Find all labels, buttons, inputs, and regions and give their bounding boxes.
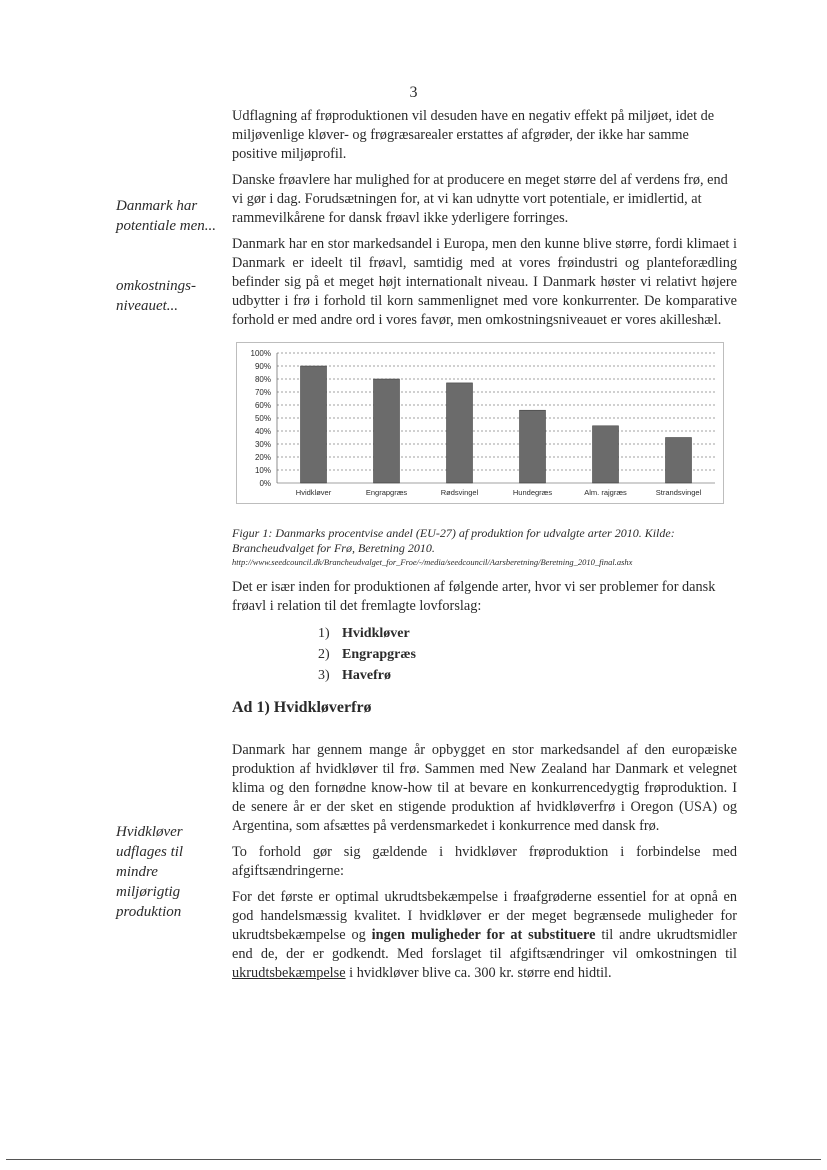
x-tick-label: Hundegræs bbox=[512, 488, 553, 497]
margin-note-potential: Danmark har potentiale men... bbox=[116, 198, 216, 234]
y-tick-label: 10% bbox=[254, 466, 271, 475]
x-tick-label: Hvidkløver bbox=[295, 488, 332, 497]
x-tick-label: Rødsvingel bbox=[440, 488, 479, 497]
bar bbox=[374, 379, 400, 483]
caption-text: Figur 1: Danmarks procentvise andel (EU-27) af produktion for udvalgte arter 2010. Kilde: Brancheudvalget for Frø, Beretning 2010. bbox=[232, 526, 675, 555]
paragraph-two-factors: To forhold gør sig gældende i hvidkløver frøproduktion i forbindelse med afgiftsændringerne: bbox=[232, 844, 737, 879]
y-tick-label: 50% bbox=[254, 414, 271, 423]
bar bbox=[666, 438, 692, 484]
x-tick-label: Alm. rajgræs bbox=[584, 488, 627, 497]
y-tick-label: 60% bbox=[254, 401, 271, 410]
page-number: 3 bbox=[409, 84, 418, 101]
y-tick-label: 70% bbox=[254, 388, 271, 397]
bar bbox=[301, 366, 327, 483]
bar bbox=[593, 426, 619, 483]
main-text-column bbox=[232, 107, 737, 990]
list-item: 2) Engrapgræs bbox=[318, 647, 416, 662]
y-tick-label: 80% bbox=[254, 375, 271, 384]
y-tick-label: 30% bbox=[254, 440, 271, 449]
caption-url: http://www.seedcouncil.dk/Brancheudvalget_for_Froe/-/media/seedcouncil/Aarsberetning/Beretning_2010_final.ashx bbox=[232, 557, 633, 567]
x-tick-label: Engrapgræs bbox=[365, 488, 408, 497]
paragraph-species-intro: Det er især inden for produktionen af følgende arter, hvor vi ser problemer for dansk frøavl i relation til det fremlagte lovforslag: bbox=[232, 579, 716, 614]
list-item: 1) Hvidkløver bbox=[318, 626, 410, 641]
y-tick-label: 90% bbox=[254, 362, 271, 371]
x-tick-label: Strandsvingel bbox=[655, 488, 702, 497]
margin-note-cost-level: omkostnings-niveauet... bbox=[116, 278, 196, 314]
paragraph-market-share: Danmark har en stor markedsandel i Europa, men den kunne blive større, fordi klimaet i Danmark er ideelt til frøavl, samtidig med at vores frøindustri og planteforædling befinder sig på et meget højt internationalt niveau. I Danmark høster vi relativt højere udbytter i frø i forhold til korn sammenlignet med vore konkurrenter. De komparative forhold er med andre ord i vores favør, men omkostningsniveauet er vores akilleshæl. bbox=[232, 236, 737, 328]
paragraph-environment: Udflagning af frøproduktionen vil desuden have en negativ effekt på miljøet, idet de miljøvenlige kløver- og frøgræsarealer erstattes af afgrøder, der ikke har samme positive miljøprofil. bbox=[232, 108, 715, 162]
bar-chart-svg bbox=[237, 343, 723, 503]
margin-note-white-clover: Hvidkløver udflages til mindre miljørigtig produktion bbox=[116, 824, 184, 920]
figure-caption bbox=[232, 526, 737, 568]
page-bottom-rule bbox=[6, 1159, 821, 1160]
y-tick-label: 0% bbox=[259, 479, 271, 488]
bar-chart bbox=[236, 342, 724, 504]
bar bbox=[520, 410, 546, 483]
section-heading: Ad 1) Hvidkløverfrø bbox=[232, 699, 372, 716]
paragraph-weed-control: For det første er optimal ukrudtsbekæmpelse i frøafgrøderne essentiel for at opnå en god handelsmæssig kvalitet. I hvidkløver er der meget begrænsede muligheder for ukrudtsbekæmpelse og ingen muligheder for at substituere til andre ukrudtsmidler end de, der er godkendt. Med forslaget til afgiftsændringer vil omkostningen til ukrudtsbekæmpelse i hvidkløver blive ca. 300 kr. større end hidtil. bbox=[232, 889, 738, 981]
paragraph-white-clover: Danmark har gennem mange år opbygget en stor markedsandel af den europæiske produktion af hvidkløver til frø. Sammen med New Zealand har Danmark et velegnet klima og den fornødne know-how til at bevare en konkurrencedygtig frøproduktion. I de senere år er der sket en stigende produktion af hvidkløverfrø i Oregon (USA) og Argentina, som afsættes på verdensmarkedet i konkurrence med dansk frø. bbox=[232, 742, 737, 834]
y-tick-label: 20% bbox=[254, 453, 271, 462]
paragraph-potential: Danske frøavlere har mulighed for at producere en meget større del af verdens frø, end vi gør i dag. Forudsætningen for, at vi kan udnytte vort potentiale, er imidlertid, at rammevilkårene for dansk frøavl ikke yderligere forringes. bbox=[232, 172, 728, 226]
species-list bbox=[318, 623, 737, 686]
y-tick-label: 100% bbox=[250, 349, 271, 358]
y-tick-label: 40% bbox=[254, 427, 271, 436]
list-item: 3) Havefrø bbox=[318, 668, 391, 683]
bar bbox=[447, 383, 473, 483]
